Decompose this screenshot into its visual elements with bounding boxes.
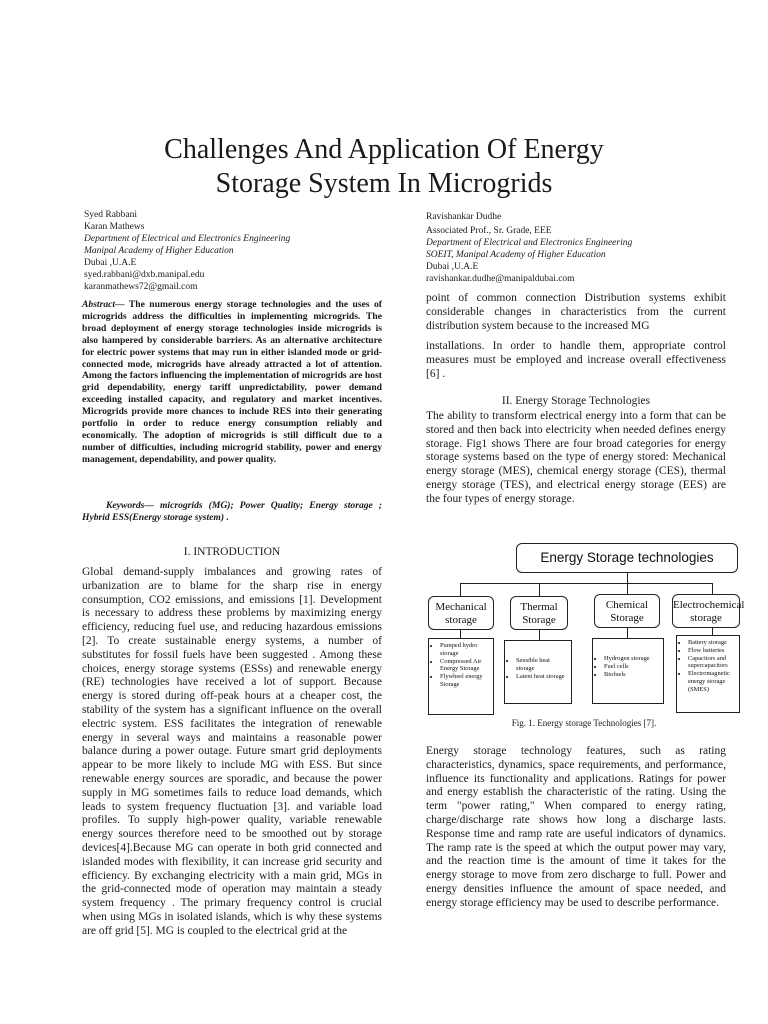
author-department: Department of Electrical and Electronics Engineering	[84, 234, 291, 244]
paper-title	[0, 133, 768, 201]
category-label: Storage	[610, 612, 644, 624]
list-item: • Hydrogen storage	[604, 655, 660, 663]
author-role: Associated Prof., Sr. Grade, EEE	[426, 226, 552, 236]
author-email[interactable]: syed.rabbani@dxb.manipal.edu	[84, 270, 205, 280]
list-item: • Flywheel energy Storage	[440, 673, 490, 689]
paragraph: point of common connection Distribution systems exhibit considerable changes in characteristics from the current distribution system because to the increased MG	[426, 292, 726, 332]
category-label: Thermal	[520, 601, 558, 613]
author-city: Dubai ,U.A.E	[426, 262, 479, 272]
chemical-items-box	[592, 638, 664, 704]
author-name: Karan Mathews	[84, 222, 145, 232]
category-label: storage	[690, 612, 722, 624]
list-item: • Sensible heat storage	[516, 657, 568, 673]
abstract-lead: Abstract—	[82, 299, 125, 310]
figure-caption: Fig. 1. Energy storage Technologies [7].	[511, 718, 657, 728]
connector-line	[539, 583, 540, 597]
author-department: Department of Electrical and Electronics Engineering	[426, 238, 633, 248]
author-email[interactable]: karanmathews72@gmail.com	[84, 282, 198, 292]
list-item: • Capacitors and supercapacitors	[688, 655, 736, 671]
keywords: Keywords— microgrids (MG); Power Quality; Energy storage ; Hybrid ESS(Energy storage system) .	[82, 500, 382, 523]
paragraph: The ability to transform electrical energy into a form that can be stored and then back into electricity when needed defines energy storage. Fig1 shows There are four broad categories for energy storage systems based on the type of energy stored: Mechanical energy storage (MES), chemical energy storage (CES), thermal energy storage (TES), and electrical energy storage (EES) are the four types of energy storage.	[426, 410, 726, 505]
category-label: Storage	[522, 614, 556, 626]
author-block-right	[426, 211, 686, 285]
list-item: • Latent heat storage	[516, 673, 568, 681]
title-line-1: Challenges And Application Of Energy	[164, 134, 604, 165]
list-item: • Compressed Air Energy Storage	[440, 658, 490, 674]
section-heading-energy-storage: II. Energy Storage Technologies	[501, 395, 651, 407]
list-item: • Biofuels	[604, 671, 660, 679]
abstract-text: The numerous energy storage technologies and the uses of microgrids address the difficulties in implementing microgrids. The broad deployment of energy storage technologies inside microgrids is also hampered by considerable barriers. As an alternative architecture for electric power systems that may run in either islanded mode or grid-connected mode, microgrids have already attracted a lot of attention. Among the factors influencing the implementation of microgrids are host grid dependability, energy tariff unpredictability, power demand exceeding installed capacity, and regulatory and market incentives. Microgrids provide more chances to include RES into their generating portfolio in order to reduce energy consumption reliably and economically. The adoption of microgrids is still difficult due to a number of difficulties, including microgrid stability, power and energy management, dependability, and power quality.	[82, 299, 382, 465]
connector-line	[627, 573, 628, 583]
list-item: • Battery storage	[688, 639, 736, 647]
category-electrochemical	[672, 594, 745, 628]
author-email[interactable]: ravishankar.dudhe@manipaldubai.com	[426, 274, 575, 284]
author-name: Syed Rabbani	[84, 210, 138, 220]
paragraph: Energy storage technology features, such as rating characteristics, dynamics, space requirements, and performance, influence its functionality and applications. Ratings for power and energy establish the characteristic of the rating. Using the term "power rating," When compared to energy rating, charge/discharge rate shows how long a discharge lasts. Response time and ramp rate are useful indicators of dynamics. The ramp rate is the speed at which the output power may vary, and the reaction time is the amount of time it takes for the energy storage to move from zero discharge to full. Power and energy densities influence the amount of space needed, and energy storage efficiency may be used to describe performance.	[426, 745, 726, 909]
list-item: • Flow batteries	[688, 647, 736, 655]
category-chemical	[594, 594, 660, 628]
author-institution: SOEIT, Manipal Academy of Higher Education	[426, 250, 606, 260]
category-label: Chemical	[605, 599, 649, 611]
title-line-2: Storage System In Microgrids	[215, 168, 553, 199]
category-mechanical	[428, 596, 494, 630]
author-city: Dubai ,U.A.E	[84, 258, 137, 268]
category-label: Electrochemical	[673, 599, 745, 611]
list-item: • Fuel cells	[604, 663, 660, 671]
figure-energy-storage-technologies	[428, 542, 745, 718]
category-label: Mechanical	[435, 601, 487, 613]
figure-top-box: Energy Storage technologies	[516, 543, 738, 573]
abstract	[82, 299, 382, 466]
list-item: • Electromagnetic energy storage (SMES)	[688, 670, 736, 693]
connector-line	[460, 583, 712, 584]
author-name: Ravishankar Dudhe	[426, 212, 502, 222]
list-item: • Pumped hydro storage	[440, 642, 490, 658]
thermal-items-box	[504, 640, 572, 704]
author-institution: Manipal Academy of Higher Education	[84, 246, 234, 256]
mechanical-items-box	[428, 638, 494, 715]
connector-line	[460, 583, 461, 597]
electrochemical-items-box	[676, 635, 740, 713]
category-thermal	[510, 596, 568, 630]
section-heading-introduction: I. INTRODUCTION	[183, 546, 281, 558]
introduction-text: Global demand-supply imbalances and growing rates of urbanization are to blame for the sharp rise in energy consumption, CO2 emissions, and emissions [1]. Development is necessary to address these problems by maximizing energy efficiency, reducing fuel use, and reducing hazardous emissions [2]. To create sustainable energy systems, a number of substitutes for fossil fuels have been suggested . Among these choices, energy storage systems (ESSs) and renewable energy (RE) technologies have received a lot of support. Because energy is stored during off-peak hours at a cheaper cost, the stability of the system has a significant influence on the overall electric system. ESS facilitates the integration of renewable energy in several ways and maintains a reasonable power balance during a power outage. Future smart grid deployments appear to be more likely to include MG with ESS. But since renewable energy sources are sporadic, and because the power supply in MG sometimes fails to reduce load demands, which leads to system frequency fluctuation [3]. and variable load profiles. To supply high-power quality, variable renewable energy sources therefore need to be smoothed out by storage devices[4].Because MG can operate in both grid connected and islanded modes with flexibility, it can increase grid security and efficiency. By exchanging electricity with a main grid, MGs in the grid-connected mode of operation may maintain a steady system frequency . The primary frequency control is crucial when using MGs in isolated islands, which is why these systems are off grid [5]. MG is coupled to the electrical grid at the	[82, 566, 382, 937]
category-label: storage	[445, 614, 477, 626]
paragraph: installations. In order to handle them, appropriate control measures must be employed and increase overall effectiveness [6] .	[426, 340, 726, 380]
author-block-left	[84, 209, 324, 293]
